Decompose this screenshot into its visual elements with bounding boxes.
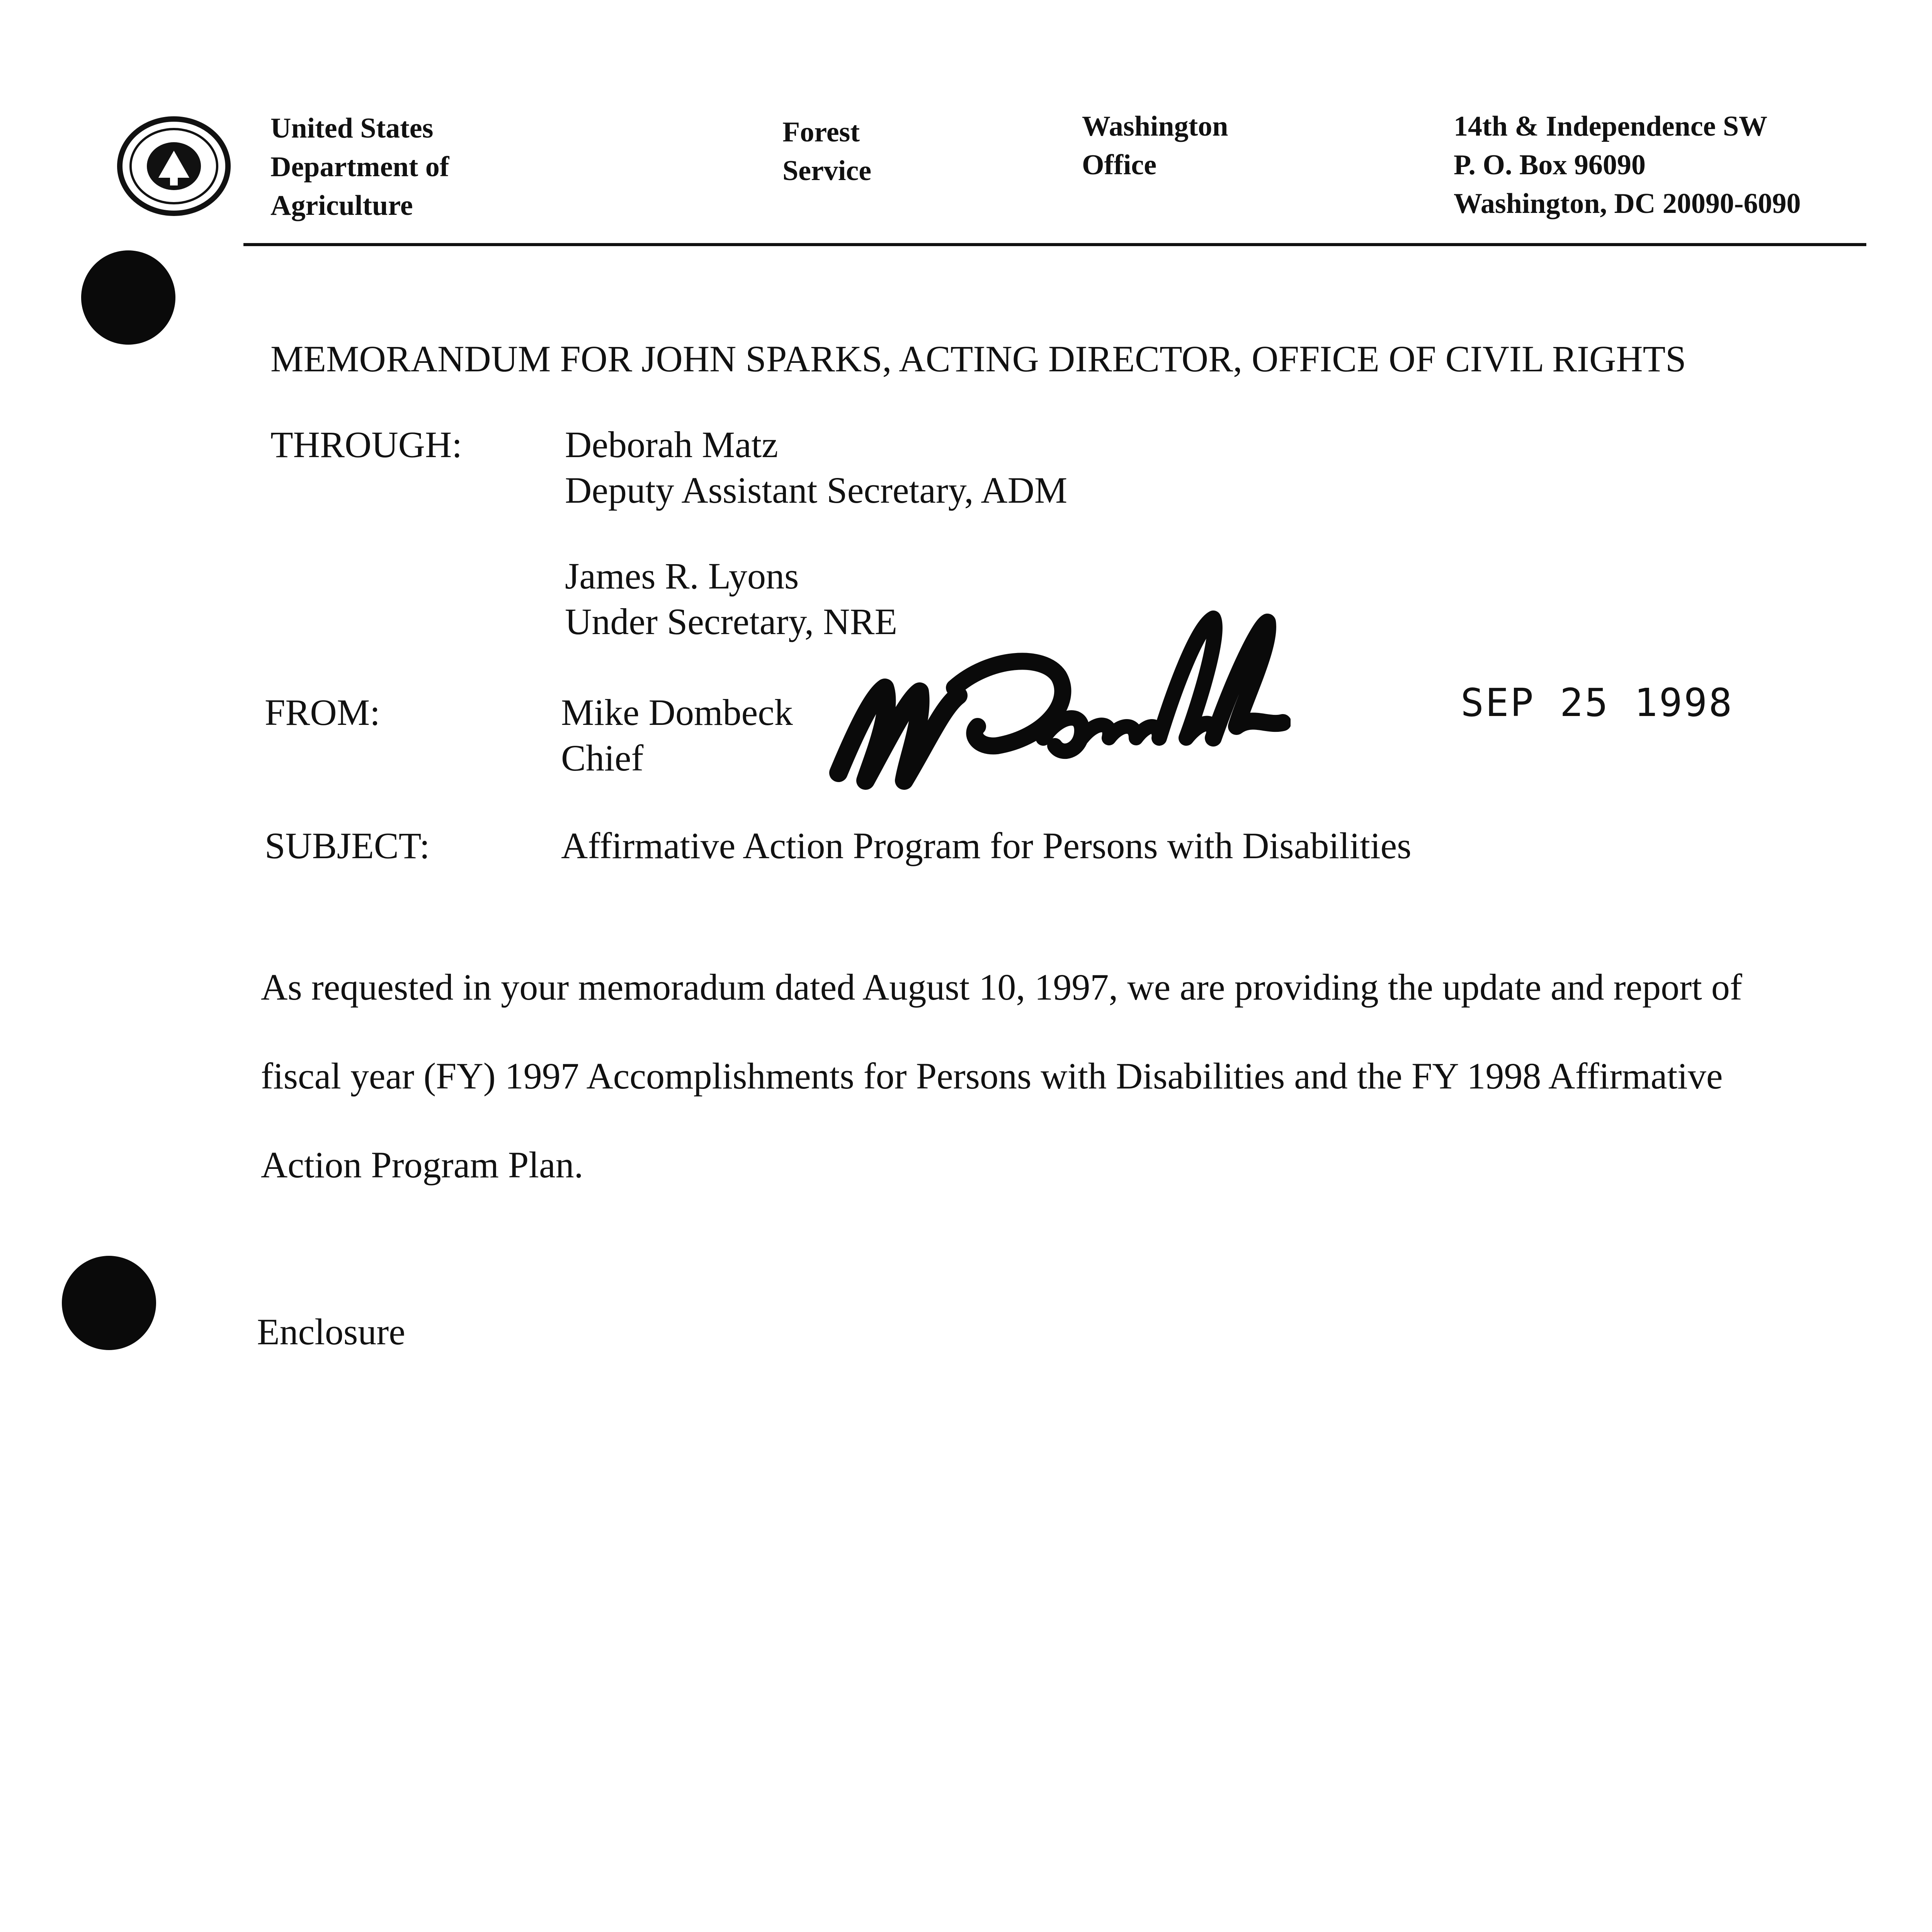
letterhead-office	[1082, 107, 1228, 184]
letterhead-divider	[243, 243, 1866, 246]
department-line: United States	[270, 112, 434, 144]
from-entry	[561, 690, 793, 781]
letterhead-address	[1454, 107, 1801, 223]
body-line: Action Program Plan.	[261, 1144, 583, 1185]
through-entry	[565, 422, 1067, 513]
through-title: Under Secretary, NRE	[565, 601, 898, 642]
agency-line: Service	[782, 155, 872, 187]
from-label: FROM:	[265, 692, 380, 733]
agency-line: Forest	[782, 116, 860, 148]
subject-text: Affirmative Action Program for Persons with Disabilities	[561, 825, 1412, 866]
office-line: Washington	[1082, 111, 1228, 142]
body-line: fiscal year (FY) 1997 Accomplishments for Persons with Disabilities and the FY 1998 Affirmative	[261, 1055, 1723, 1097]
address-line: 14th & Independence SW	[1454, 111, 1768, 142]
subject-label: SUBJECT:	[265, 825, 430, 866]
through-name: Deborah Matz	[565, 424, 778, 465]
letterhead-agency	[782, 113, 871, 190]
department-line: Agriculture	[270, 190, 413, 221]
date-stamp: SEP 25 1998	[1461, 680, 1734, 725]
from-name: Mike Dombeck	[561, 692, 793, 733]
enclosure-label: Enclosure	[257, 1311, 405, 1352]
memo-body	[261, 943, 1884, 1209]
usda-seal-icon	[116, 116, 232, 216]
address-line: P. O. Box 96090	[1454, 149, 1646, 181]
office-line: Office	[1082, 149, 1157, 181]
department-line: Department of	[270, 151, 449, 183]
through-title: Deputy Assistant Secretary, ADM	[565, 469, 1068, 511]
body-line: As requested in your memoradum dated August 10, 1997, we are providing the update and report of	[261, 966, 1742, 1008]
memo-heading: MEMORANDUM FOR JOHN SPARKS, ACTING DIRECTOR, OFFICE OF CIVIL RIGHTS	[270, 338, 1686, 379]
through-label: THROUGH:	[270, 424, 462, 465]
binder-hole	[81, 250, 175, 345]
binder-hole	[62, 1256, 156, 1350]
handwritten-signature-icon	[827, 611, 1291, 811]
letterhead-department	[270, 109, 449, 225]
through-name: James R. Lyons	[565, 555, 799, 597]
from-title: Chief	[561, 737, 644, 779]
address-line: Washington, DC 20090-6090	[1454, 188, 1801, 219]
